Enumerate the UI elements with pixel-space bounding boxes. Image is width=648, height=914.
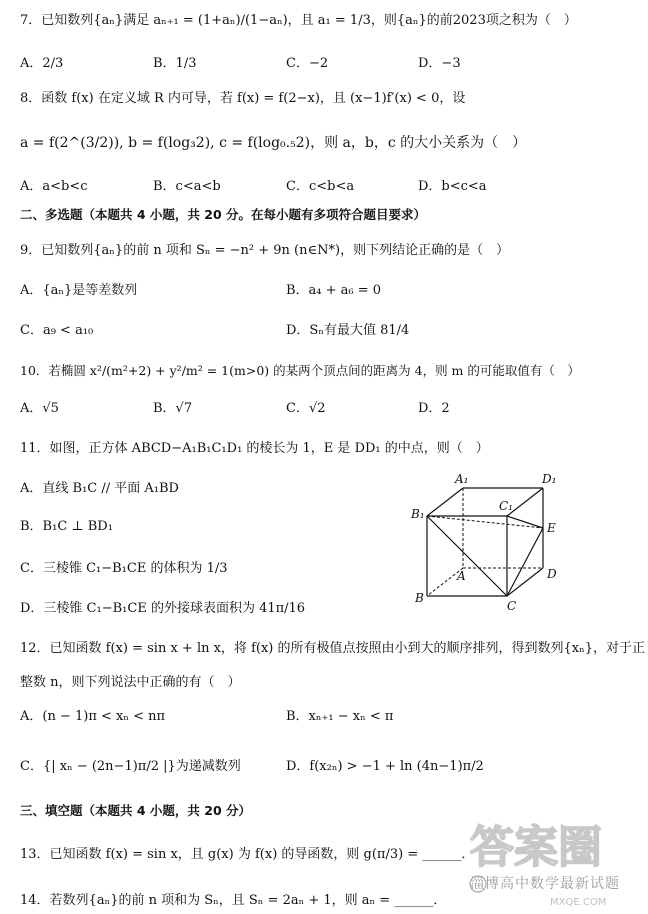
q11-option-a: A．直线 B₁C // 平面 A₁BD: [20, 481, 179, 496]
question-8-condition: a = f(2^(3/2)), b = f(log₃2), c = f(log₀.₅2)，则 a，b，c 的大小关系为（ ）: [20, 135, 527, 151]
watermark-big-text: 答案圈: [470, 822, 602, 873]
q11-option-b: B．B₁C ⊥ BD₁: [20, 519, 113, 534]
question-12-stem: 12．已知函数 f(x) = sin x + ln x，将 f(x) 的所有极值点按照由小到大的顺序排列，得到数列{xₙ}，对于正: [20, 641, 645, 656]
label-d1: D₁: [542, 472, 557, 486]
q10-option-c: C．√2: [286, 401, 326, 416]
label-e: E: [547, 521, 556, 535]
label-b: B: [415, 591, 424, 605]
q10-option-a: A．√5: [20, 401, 59, 416]
label-b1: B₁: [411, 507, 425, 521]
question-14: 14．若数列{aₙ}的前 n 项和为 Sₙ，且 Sₙ = 2aₙ + 1，则 aₙ = ______．: [20, 893, 447, 908]
q12-option-d: D．f(x₂ₙ) > −1 + ln (4n−1)π/2: [286, 759, 484, 774]
q8-option-d: D．b<c<a: [418, 179, 487, 194]
q7-option-d: D．−3: [418, 56, 461, 71]
q9-option-a: A．{aₙ}是等差数列: [20, 283, 138, 298]
watermark-logo: [430, 800, 645, 910]
section-3-heading: 三、填空题（本题共 4 小题，共 20 分）: [20, 803, 252, 818]
q9-option-b: B．a₄ + a₆ = 0: [286, 283, 382, 298]
watermark-url: MXQE.COM: [550, 897, 607, 908]
question-7-stem: 7．已知数列{aₙ}满足 aₙ₊₁ = (1+aₙ)/(1−aₙ)，且 a₁ = 1/3，则{aₙ}的前2023项之积为（ ）: [20, 13, 577, 28]
q8-option-c: C．c<b<a: [286, 179, 355, 194]
q10-option-d: D．2: [418, 401, 450, 416]
question-10-stem: 10．若椭圆 x²/(m²+2) + y²/m² = 1(m>0) 的某两个顶点间的距离为 4，则 m 的可能取值有（ ）: [20, 363, 580, 378]
q11-option-c: C．三棱锥 C₁−B₁CE 的体积为 1/3: [20, 561, 228, 576]
question-12-stem-cont: 整数 n，则下列说法中正确的有（ ）: [20, 675, 241, 690]
q11-option-d: D．三棱锥 C₁−B₁CE 的外接球表面积为 41π/16: [20, 601, 306, 616]
q12-option-a: A．(n − 1)π < xₙ < nπ: [20, 709, 166, 724]
watermark-source-text: 淄博高中数学最新试题: [470, 876, 620, 892]
q8-option-a: A．a<b<c: [20, 179, 88, 194]
q12-option-c: C．{| xₙ − (2n−1)π/2 |}为递减数列: [20, 759, 241, 774]
q12-option-b: B．xₙ₊₁ − xₙ < π: [286, 709, 394, 724]
label-c: C: [507, 599, 517, 613]
label-d: D: [547, 567, 557, 581]
q10-option-b: B．√7: [153, 401, 193, 416]
q7-option-b: B．1/3: [153, 56, 197, 71]
q7-option-c: C．−2: [286, 56, 329, 71]
q7-option-a: A．2/3: [20, 56, 64, 71]
q9-option-d: D．Sₙ有最大值 81/4: [286, 323, 410, 338]
cube-figure: [405, 470, 575, 620]
q9-option-c: C．a₉ < a₁₀: [20, 323, 94, 338]
label-a1: A₁: [455, 472, 469, 486]
section-2-heading: 二、多选题（本题共 4 小题，共 20 分。在每小题有多项符合题目要求）: [20, 207, 427, 222]
question-8-stem: 8．函数 f(x) 在定义域 R 内可导，若 f(x) = f(2−x)，且 (x−1)f′(x) < 0，设: [20, 91, 466, 106]
q8-option-b: B．c<a<b: [153, 179, 221, 194]
question-11-stem: 11．如图，正方体 ABCD−A₁B₁C₁D₁ 的棱长为 1，E 是 DD₁ 的中点，则（ ）: [20, 441, 489, 456]
question-9-stem: 9．已知数列{aₙ}的前 n 项和 Sₙ = −n² + 9n (n∈N*)，则下列结论正确的是（ ）: [20, 243, 510, 258]
label-c1: C₁: [499, 499, 513, 513]
question-13: 13．已知函数 f(x) = sin x，且 g(x) 为 f(x) 的导函数，则 g(π/3) = ______．: [20, 847, 475, 862]
label-a: A: [457, 569, 466, 583]
